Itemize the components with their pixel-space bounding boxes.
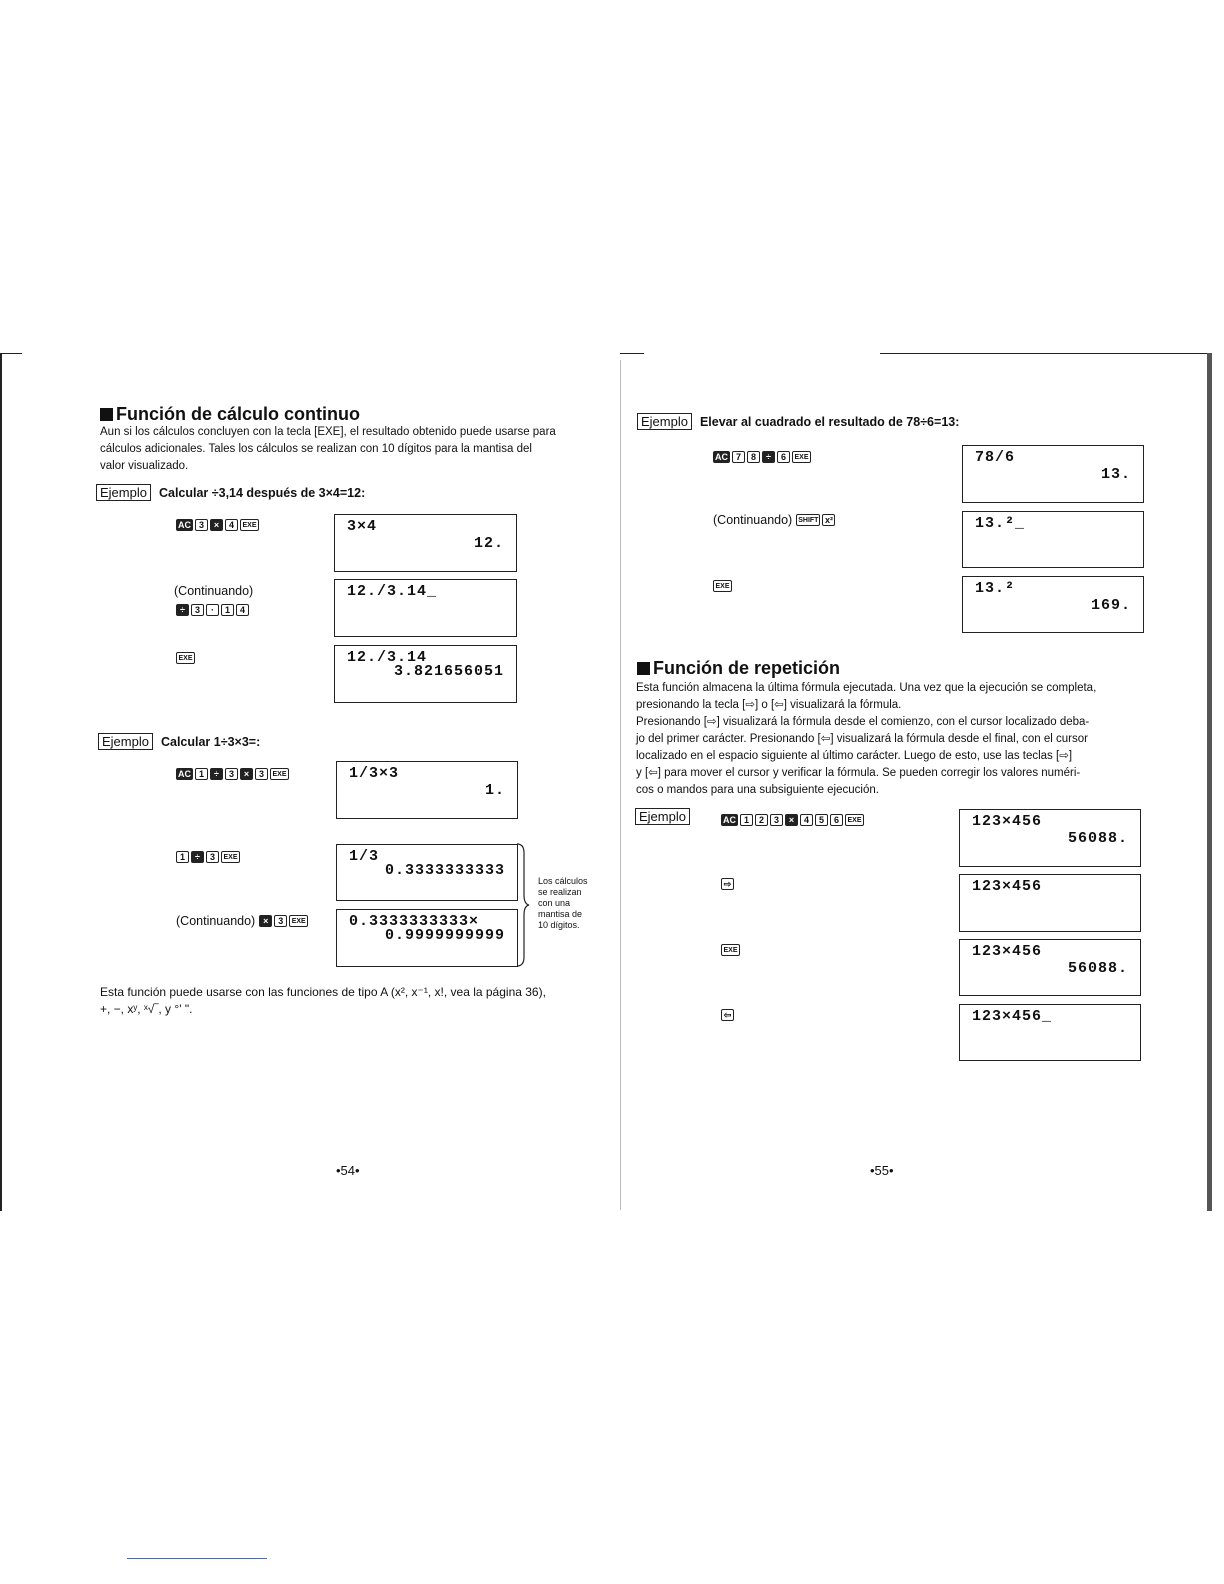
- divide-key: ÷: [191, 851, 204, 863]
- bullet-icon: [637, 662, 650, 675]
- digit-key: 5: [815, 814, 828, 826]
- example-label: Ejemplo: [98, 733, 153, 750]
- digit-key: 3: [274, 915, 287, 927]
- bullet-icon: [100, 408, 113, 421]
- exe-key: EXE: [289, 915, 308, 927]
- section-title-replay: Función de repetición: [637, 658, 840, 679]
- display-12: 123×456 56088.: [959, 939, 1141, 996]
- left-page-edge-rule: [0, 353, 2, 1211]
- digit-key: 1: [195, 768, 208, 780]
- key-sequence-11: [721, 878, 734, 890]
- display-3: 12./3.14 3.821656051: [334, 645, 517, 703]
- shift-key: SHIFT: [796, 514, 820, 526]
- bottom-link-rule: [127, 1558, 267, 1559]
- digit-key: 6: [830, 814, 843, 826]
- exe-key: EXE: [240, 519, 259, 531]
- divide-key: ÷: [210, 768, 223, 780]
- page-number-right: •55•: [870, 1163, 894, 1178]
- replay-left-key: ⇦: [721, 1009, 734, 1021]
- intro-paragraph: Aun si los cálculos concluyen con la tecla [EXE], el resultado obtenido puede usarse para cálculos adicionales. Tales los cálculos se realizan con 10 dígitos para la mantisa del valor visualizado.: [100, 426, 556, 472]
- exe-key: EXE: [176, 652, 195, 664]
- display-7: 78/6 13.: [962, 445, 1144, 503]
- key-sequence-9: [713, 580, 732, 592]
- display-9: 13.² 169.: [962, 576, 1144, 633]
- key-sequence-1: [176, 519, 259, 531]
- exe-key: EXE: [713, 580, 732, 592]
- key-sequence-4: [176, 768, 289, 780]
- key-sequence-6: [259, 915, 308, 927]
- divide-key: ÷: [762, 451, 775, 463]
- example-4-label: [635, 808, 698, 825]
- digit-key: 4: [225, 519, 238, 531]
- digit-key: 7: [732, 451, 745, 463]
- example-label: Ejemplo: [96, 484, 151, 501]
- decimal-key: ·: [206, 604, 219, 616]
- example-label: Ejemplo: [635, 808, 690, 825]
- key-sequence-3: [176, 652, 195, 664]
- example-label: Ejemplo: [637, 413, 692, 430]
- exe-key: EXE: [270, 768, 289, 780]
- digit-key: 1: [221, 604, 234, 616]
- display-13: 123×456_: [959, 1004, 1141, 1061]
- ac-key: AC: [178, 768, 191, 779]
- digit-key: 3: [206, 851, 219, 863]
- display-10: 123×456 56088.: [959, 809, 1141, 867]
- multiply-key: ×: [785, 814, 798, 826]
- multiply-key: ×: [240, 768, 253, 780]
- digit-key: 6: [777, 451, 790, 463]
- exe-key: EXE: [792, 451, 811, 463]
- exe-key: EXE: [845, 814, 864, 826]
- brace-icon: [516, 843, 530, 967]
- replay-right-key: ⇨: [721, 878, 734, 890]
- page-number-left: •54•: [336, 1163, 360, 1178]
- digit-key: 3: [225, 768, 238, 780]
- digit-key: 4: [236, 604, 249, 616]
- key-sequence-13: [721, 1009, 734, 1021]
- digit-key: 2: [755, 814, 768, 826]
- side-note: Los cálculos se realizan con una mantisa de 10 dígitos.: [538, 876, 588, 930]
- key-sequence-12: [721, 944, 740, 956]
- example-2-heading: Ejemplo Calcular 1÷3×3=:: [98, 733, 260, 750]
- digit-key: 3: [195, 519, 208, 531]
- digit-key: 1: [740, 814, 753, 826]
- digit-key: 3: [770, 814, 783, 826]
- ac-key: AC: [723, 814, 736, 825]
- example-1-heading: Ejemplo Calcular ÷3,14 después de 3×4=12:: [96, 484, 365, 501]
- display-8: 13.²_: [962, 511, 1144, 568]
- continuing-label: (Continuando) × 3 EXE: [176, 914, 308, 928]
- ac-key: AC: [715, 451, 728, 462]
- multiply-key: ×: [210, 519, 223, 531]
- key-sequence-2: [176, 604, 249, 616]
- example-3-heading: Ejemplo Elevar al cuadrado el resultado de 78÷6=13:: [637, 413, 959, 430]
- digit-key: 3: [255, 768, 268, 780]
- display-4: 1/3×3 1.: [336, 761, 518, 819]
- digit-key: 3: [191, 604, 204, 616]
- continuing-label: (Continuando): [174, 584, 254, 598]
- key-sequence-7: [713, 451, 811, 463]
- display-5: 1/3 0.3333333333: [336, 844, 518, 901]
- digit-key: 4: [800, 814, 813, 826]
- footer-paragraph: Esta función puede usarse con las funciones de tipo A (x², x⁻¹, x!, vea la página 36), +, −, xʸ, ˣ√‾, y °' ".: [100, 985, 546, 1016]
- exe-key: EXE: [221, 851, 240, 863]
- continuing-label: (Continuando) SHIFT x²: [713, 513, 835, 527]
- key-sequence-8: [796, 514, 835, 526]
- display-2: 12./3.14_: [334, 579, 517, 637]
- key-sequence-5: [176, 851, 240, 863]
- square-key: x²: [822, 514, 835, 526]
- digit-key: 8: [747, 451, 760, 463]
- exe-key: EXE: [721, 944, 740, 956]
- multiply-key: ×: [259, 915, 272, 927]
- section-title-continuous: Función de cálculo continuo: [100, 404, 360, 425]
- right-page-edge-rule: [1207, 353, 1212, 1211]
- display-11: 123×456: [959, 874, 1141, 932]
- left-page-top-rule: [0, 353, 22, 354]
- digit-key: 1: [176, 851, 189, 863]
- divide-key: ÷: [176, 604, 189, 616]
- gutter-rule: [620, 360, 621, 1210]
- ac-key: AC: [178, 519, 191, 530]
- display-6: 0.3333333333× 0.9999999999: [336, 909, 518, 967]
- display-1: 3×4 12.: [334, 514, 517, 572]
- replay-paragraph: Esta función almacena la última fórmula ejecutada. Una vez que la ejecución se completa, presionando la tecla [⇨] o [⇦] visualizará la fórmula. Presionando [⇨] visualizará la fórmula desde el comienzo, con el cursor localizado deba- jo del primer carácter. Presionando [⇦] visualizará la fórmula desde el final, con el cursor localizado en el espacio siguiente al último carácter. Luego de esto, use las teclas [⇨] y [⇦] para mover el cursor y verificar la fórmula. Se pueden corregir los valores numéri- cos o mandos para una subsiguiente ejecución.: [636, 682, 1097, 796]
- right-page-top-rule-b: [880, 353, 1210, 354]
- right-page-top-rule-a: [620, 353, 644, 354]
- key-sequence-10: [721, 814, 864, 826]
